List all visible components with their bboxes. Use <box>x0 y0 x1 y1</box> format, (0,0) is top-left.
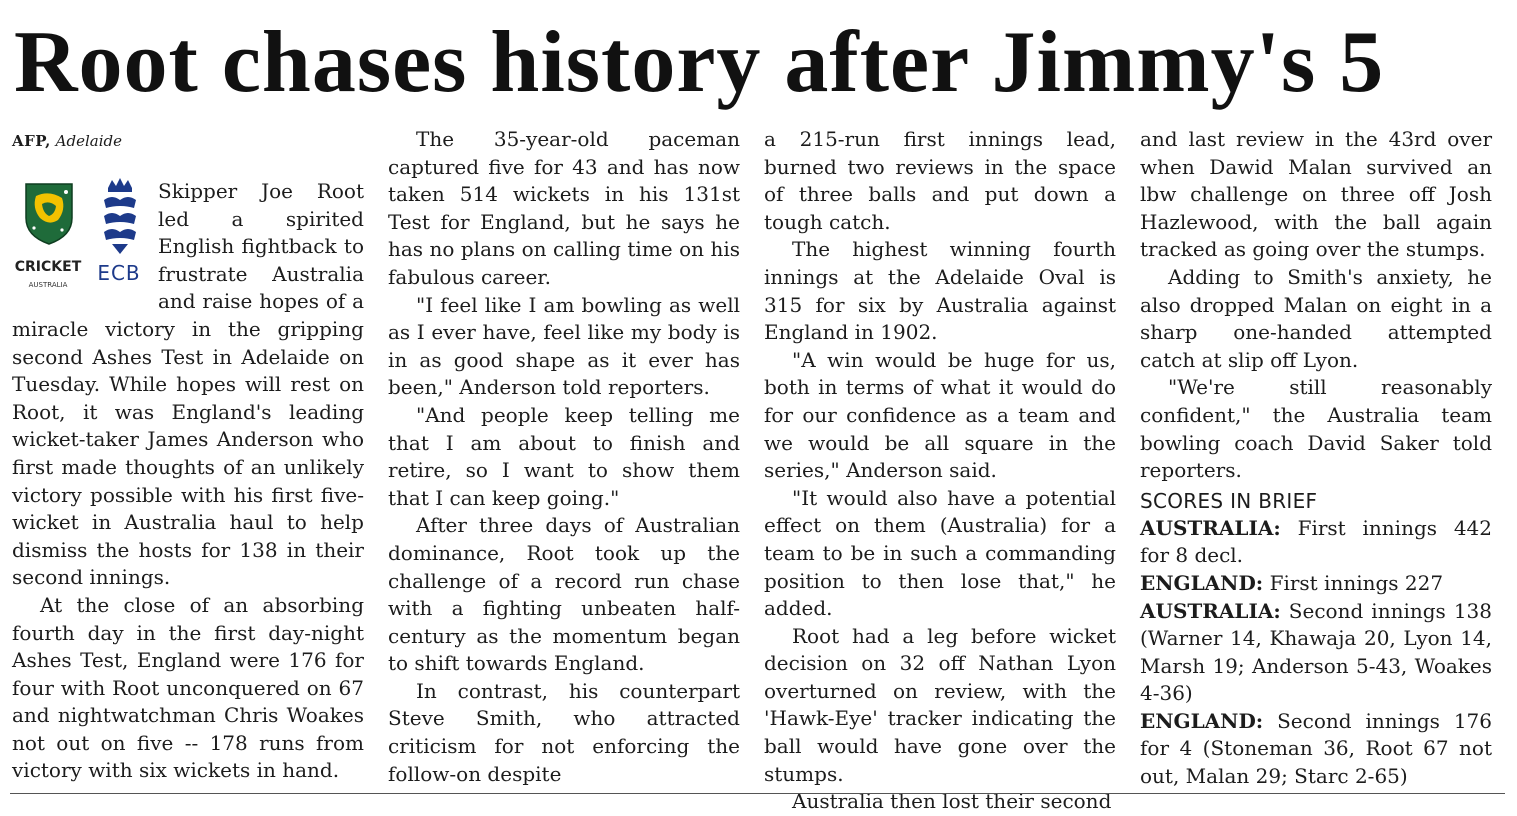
cricket-australia-logo <box>12 178 84 308</box>
cricket-australia-shield-icon <box>22 182 76 246</box>
byline-place: Adelaide <box>55 132 122 150</box>
paragraph: "A win would be huge for us, both in terms of what it would do for our confidence as a team and we would be all square in the series," Anderson said. <box>764 347 1116 483</box>
score-team: ENGLAND: <box>1140 570 1264 595</box>
score-team: AUSTRALIA: <box>1140 598 1281 623</box>
logos <box>12 178 150 308</box>
paragraph: Root had a leg before wicket decision on 32 off Nathan Lyon overturned on review, with the 'Hawk-Eye' tracker indicating the ball would have gone over the stumps. <box>764 623 1116 786</box>
score-text: Second innings 138 (Warner 14, Khawaja 20, Lyon 14, Marsh 19; Anderson 5-43, Woakes 4-36) <box>1140 598 1493 706</box>
cricket-australia-logo-text: CRICKET <box>14 259 82 275</box>
paragraph: and last review in the 43rd over when Dawid Malan survived an lbw challenge on three off Josh Hazlewood, with the ball again tracked as going over the stumps. <box>1140 127 1492 262</box>
score-team: ENGLAND: <box>1140 708 1264 733</box>
paragraph: Australia then lost their second <box>792 789 1112 814</box>
paragraph: After three days of Australian dominance, Root took up the challenge of a record run chase with a fighting unbeaten half-century as the momentum began to shift towards England. <box>388 513 740 676</box>
paragraph: Skipper Joe Root led a spirited English fightback to frustrate Australia and raise hopes of a miracle victory in the gripping second Ashes Test in Adelaide on Tuesday. While hopes will rest on Root, it was England's leading wicket-taker James Anderson who first made thoughts of an unlikely victory possible with his first five-wicket in Australia haul to help dismiss the hosts for 138 in their second innings. <box>12 179 364 590</box>
article-column-3 <box>764 126 1116 814</box>
ecb-logo <box>90 178 148 308</box>
scores-heading: SCORES IN BRIEF <box>1140 488 1318 513</box>
byline <box>12 126 364 156</box>
paragraph: In contrast, his counterpart Steve Smith, who attracted criticism for not enforcing the follow-on despite <box>388 678 740 786</box>
ecb-logo-text: ECB <box>97 261 141 285</box>
score-line <box>1140 708 1492 791</box>
paragraph: The highest winning fourth innings at the Adelaide Oval is 315 for six by Australia against England in 1902. <box>764 237 1116 345</box>
score-text: First innings 227 <box>1269 570 1444 595</box>
ecb-lions-crest-icon <box>98 178 142 258</box>
bottom-rule <box>10 793 1505 794</box>
paragraph: The 35-year-old paceman captured five for 43 and has now taken 514 wickets in his 131st Test for England, but he says he has no plans on calling time on his fabulous career. <box>388 127 740 289</box>
score-line <box>1140 598 1492 708</box>
paragraph: a 215-run first innings lead, burned two reviews in the space of three balls and put down a tough catch. <box>764 127 1116 234</box>
byline-agency: AFP, <box>12 132 51 150</box>
paragraph: "I feel like I am bowling as well as I ever have, feel like my body is in as good shape as it ever has been," Anderson told reporters. <box>388 292 740 400</box>
article-column-4 <box>1140 126 1493 789</box>
article-column-1 <box>12 126 364 783</box>
score-line <box>1140 515 1492 570</box>
article-column-2 <box>388 126 740 786</box>
paragraph: "We're still reasonably confident," the Australia team bowling coach David Saker told reporters. <box>1140 375 1492 483</box>
score-team: AUSTRALIA: <box>1140 515 1281 540</box>
cricket-australia-logo-subtext: AUSTRALIA <box>28 281 68 289</box>
paragraph: "And people keep telling me that I am about to finish and retire, so I want to show them that I can keep going." <box>388 402 740 510</box>
score-text: First innings 442 for 8 decl. <box>1140 515 1492 568</box>
headline: Root chases history after Jimmy's 5 <box>14 14 1385 111</box>
score-text: Second innings 176 for 4 (Stoneman 36, Root 67 not out, Malan 29; Starc 2-65) <box>1140 708 1492 789</box>
score-line <box>1140 570 1492 598</box>
paragraph: At the close of an absorbing fourth day in the first day-night Ashes Test, England were 176 for four with Root unconquered on 67 and nightwatchman Chris Woakes not out on five -- 178 runs from victory with six wickets in hand. <box>12 592 364 783</box>
paragraph: "It would also have a potential effect on them (Australia) for a team to be in such a commanding position to then lose that," he added. <box>764 485 1116 621</box>
paragraph: Adding to Smith's anxiety, he also dropped Malan on eight in a sharp one-handed attempted catch at slip off Lyon. <box>1140 264 1492 372</box>
